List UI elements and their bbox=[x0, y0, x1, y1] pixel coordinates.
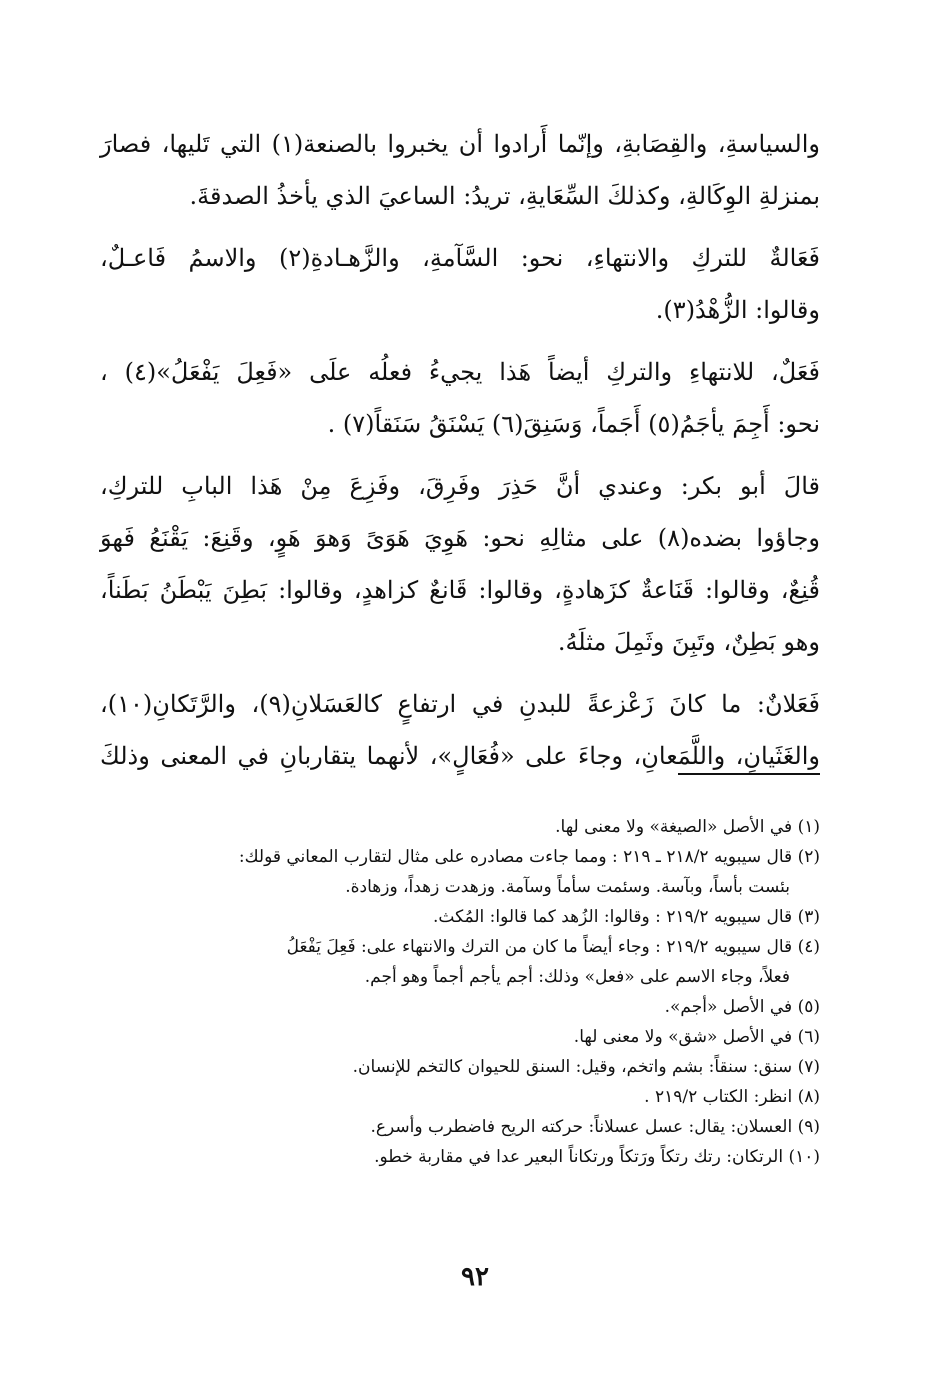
paragraph-4 bbox=[100, 460, 820, 668]
footnote-2-continued: بئست بأساً، وبآسة. وسئمت سأماً وسآمة. وزهدت زهداً، وزهادة. bbox=[345, 877, 790, 897]
footnote-2: (٢) قال سيبويه ٢١٨/٢ ـ ٢١٩ : ومما جاءت مصادره على مثال لتقارب المعاني قولك: bbox=[238, 847, 820, 867]
text-line: وجاؤوا بضده(٨) على مثالِهِ نحو: هَوِيَ هَوَىً وَهوَ هَوٍ، وقَنِعَ: يَقْنَعُ فَهوَ bbox=[100, 524, 820, 552]
paragraph-1 bbox=[100, 118, 820, 222]
text-line: فَعَلٌ، للانتهاءِ والتركِ أيضاً هَذا يجيءُ فعلُه علَى «فَعِلَ يَفْعَلُ»(٤) ، bbox=[100, 358, 821, 386]
main-text bbox=[100, 118, 820, 792]
paragraph-5 bbox=[100, 678, 820, 782]
text-line: بمنزلةِ الوِكَالةِ، وكذلكَ السِّعَايةِ، تريدُ: الساعيَ الذي يأخذُ الصدقةَ. bbox=[189, 182, 820, 210]
footnote-4-continued: فعلاً، وجاء الاسم على «فعل» وذلك: أجم يأجم أجماً وهو أجم. bbox=[364, 967, 790, 987]
footnote-4: (٤) قال سيبويه ٢١٩/٢ : وجاء أيضاً ما كان من الترك والانتهاء على: فَعِلَ يَفْعَلُ bbox=[286, 937, 820, 957]
footnote-7: (٧) سنق: سنقاً: بشم واتخم، وقيل: السنق للحيوان كالتخم للإنسان. bbox=[352, 1057, 820, 1077]
footnote-5: (٥) في الأصل «أجم». bbox=[664, 997, 820, 1017]
footnote-8: (٨) انظر: الكتاب ٢١٩/٢ . bbox=[644, 1087, 820, 1107]
page-number: ٩٢ bbox=[461, 1262, 489, 1292]
text-line: قُنِعٌ، وقالوا: قَنَاعةٌ كزَهادةٍ، وقالوا: قَانعٌ كزاهدٍ، وقالوا: بَطِنَ يَبْطَنُ بَطَناً، bbox=[100, 576, 820, 604]
text-line: والسياسةِ، والقِصَابةِ، وإنّما أَرادوا أن يخبروا بالصنعة(١) التي تَليها، فصارَ bbox=[100, 130, 821, 158]
text-line: فَعَلانٌ: ما كانَ زَعْزعةً للبدنِ في ارتفاعٍ كالعَسَلانِ(٩)، والرَّتَكانِ(١٠)، bbox=[100, 690, 820, 718]
text-line: وهو بَطِنٌ، وتَبِنَ وثَمِلَ مثلَهُ. bbox=[557, 628, 820, 656]
text-line: قالَ أبو بكر: وعندي أنَّ حَذِرَ وفَرِقَ، وفَزِعَ مِنْ هَذا البابِ للتركِ، bbox=[100, 472, 820, 500]
footnote-9: (٩) العسلان: يقال: عسل عسلاناً: حركته الريح فاضطرب وأسرع. bbox=[370, 1117, 820, 1137]
text-line: نحو: أَجِمَ يأجَمُ(٥) أَجَماً، وَسَنِقَ(٦) يَسْنَقُ سَنَقاً(٧) . bbox=[327, 410, 820, 438]
text-line: وقالوا: الزُّهْدُ(٣). bbox=[655, 296, 820, 324]
text-line: والغَثَيانِ، واللَّمَعانِ، وجاءَ على «فُعَالٍ»، لأنهما يتقاربانِ في المعنى وذلكَ bbox=[100, 742, 820, 770]
text-line: فَعَالةٌ للتركِ والانتهاءِ، نحو: السَّآمةِ، والزَّهـادةِ(٢) والاسمُ فَاعـلٌ، bbox=[100, 244, 820, 272]
paragraph-3 bbox=[100, 346, 820, 450]
paragraph-2 bbox=[100, 232, 820, 336]
footnote-divider bbox=[678, 773, 820, 775]
footnote-10: (١٠) الرتكان: رتك رتكاً ورَتكاً ورتكاناً البعير عدا في مقاربة خطو. bbox=[374, 1147, 820, 1167]
footnote-1: (١) في الأصل «الصيغة» ولا معنى لها. bbox=[555, 817, 820, 837]
footnote-3: (٣) قال سيبويه ٢١٩/٢ : وقالوا: الزُهد كما قالوا: المُكث. bbox=[433, 907, 820, 927]
footnotes bbox=[135, 812, 820, 1172]
footnote-6: (٦) في الأصل «شق» ولا معنى لها. bbox=[573, 1027, 820, 1047]
